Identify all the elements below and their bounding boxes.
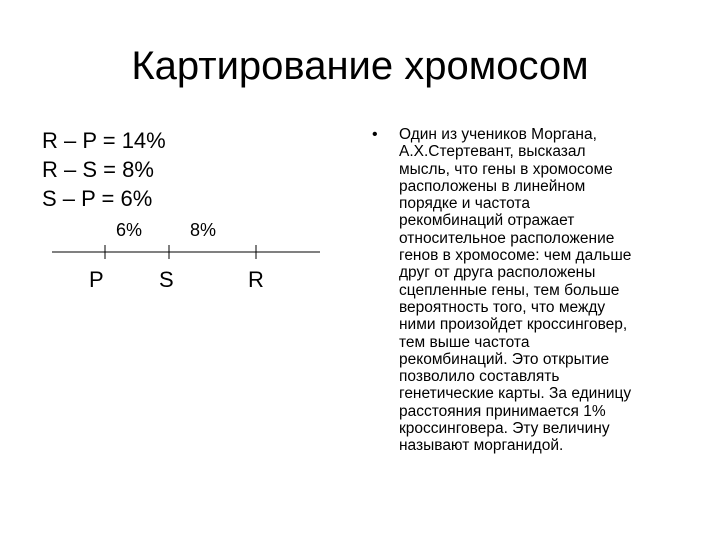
bullet-line: мысль, что гены в хромосоме xyxy=(399,160,613,178)
bullet-line: А.Х.Стертевант, высказал xyxy=(399,143,586,161)
bullet-line: расположены в линейном xyxy=(399,177,586,195)
equation-s-p: S – P = 6% xyxy=(42,186,153,211)
bullet-line: называют морганидой. xyxy=(399,437,564,455)
equation-r-s: R – S = 8% xyxy=(42,157,154,182)
bullet-line: тем выше частота xyxy=(399,333,530,351)
bullet-line: друг от друга расположены xyxy=(399,264,596,282)
gene-label-s: S xyxy=(159,267,174,292)
bullet-line: порядке и частота xyxy=(399,195,530,213)
bullet-line: вероятность того, что между xyxy=(399,298,606,316)
bullet-line: сцепленные гены, тем больше xyxy=(399,281,620,299)
equation-r-p: R – P = 14% xyxy=(42,128,166,153)
bullet-line: генов в хромосоме: чем дальше xyxy=(399,247,632,265)
bullet-paragraph xyxy=(399,126,699,455)
gene-label-p: P xyxy=(89,267,104,292)
slide-title: Картирование хромосом xyxy=(131,44,589,88)
bullet-line: относительное расположение xyxy=(399,229,615,247)
bullet-line: рекомбинаций отражает xyxy=(399,212,575,230)
bullet-line: позволило составлять xyxy=(399,368,560,386)
gene-label-r: R xyxy=(248,267,264,292)
bullet-line: рекомбинаций. Это открытие xyxy=(399,350,610,368)
bullet-marker: • xyxy=(372,126,378,143)
bullet-line: кроссинговера. Эту величину xyxy=(399,420,610,438)
bullet-line: расстояния принимается 1% xyxy=(399,402,606,420)
bullet-line: ними произойдет кроссинговер, xyxy=(399,316,628,334)
bullet-line: Один из учеников Моргана, xyxy=(399,126,597,143)
interval-label-p-s: 6% xyxy=(116,220,143,240)
bullet-line: генетические карты. За единицу xyxy=(399,385,632,403)
interval-label-s-r: 8% xyxy=(190,220,217,240)
